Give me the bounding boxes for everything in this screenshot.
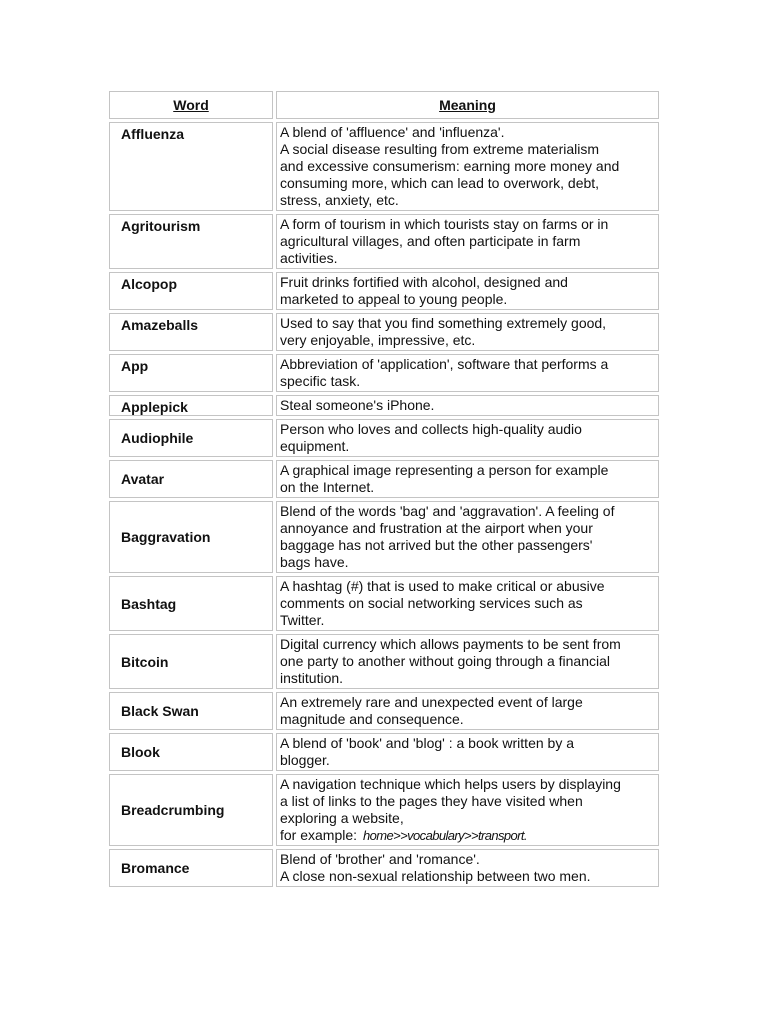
meaning-cell [276, 501, 659, 573]
meaning-cell [276, 395, 659, 416]
meaning-line [280, 192, 655, 209]
table-row [109, 849, 659, 887]
meaning-text: Steal someone's iPhone. [280, 397, 435, 413]
meaning-text: on the Internet. [280, 479, 375, 495]
meaning-text: A hashtag (#) that is used to make critical or abusive [280, 578, 605, 594]
meaning-line [280, 462, 655, 479]
meaning-text: institution. [280, 670, 344, 686]
word-cell: Bromance [109, 849, 273, 887]
meaning-line [280, 554, 655, 571]
meaning-cell [276, 419, 659, 457]
word-cell: Bitcoin [109, 634, 273, 689]
meaning-line [280, 141, 655, 158]
meaning-cell [276, 692, 659, 730]
meaning-line [280, 735, 655, 752]
word-cell: Agritourism [109, 214, 273, 269]
meaning-text: A form of tourism in which tourists stay on farms or in [280, 216, 609, 232]
meaning-line [280, 438, 655, 455]
meaning-text: A blend of 'affluence' and 'influenza'. [280, 124, 505, 140]
word-column-header: Word [109, 91, 273, 119]
word-cell: Applepick [109, 395, 273, 416]
table-row [109, 272, 659, 310]
meaning-text: Abbreviation of 'application', software that performs a [280, 356, 609, 372]
meaning-text: Used to say that you find something extremely good, [280, 315, 607, 331]
meaning-text: A blend of 'book' and 'blog' : a book written by a [280, 735, 574, 751]
word-cell: Black Swan [109, 692, 273, 730]
vocabulary-table [106, 88, 662, 890]
example-path: home>>vocabulary>>transport. [363, 828, 527, 843]
meaning-text: for example: [280, 827, 358, 843]
word-cell: Audiophile [109, 419, 273, 457]
meaning-text: Fruit drinks fortified with alcohol, designed and [280, 274, 568, 290]
meaning-line [280, 175, 655, 192]
table-row [109, 395, 659, 416]
meaning-text: one party to another without going through a financial [280, 653, 611, 669]
meaning-line [280, 537, 655, 554]
meaning-line [280, 776, 655, 793]
word-cell: Baggravation [109, 501, 273, 573]
meaning-text: activities. [280, 250, 338, 266]
meaning-line [280, 711, 655, 728]
word-cell: Breadcrumbing [109, 774, 273, 846]
meaning-cell [276, 272, 659, 310]
meaning-line [280, 827, 655, 844]
meaning-cell [276, 634, 659, 689]
word-cell: Alcopop [109, 272, 273, 310]
meaning-line [280, 373, 655, 390]
table-row [109, 634, 659, 689]
meaning-text: A close non-sexual relationship between two men. [280, 868, 591, 884]
meaning-text: comments on social networking services such as [280, 595, 583, 611]
meaning-line [280, 694, 655, 711]
meaning-cell [276, 733, 659, 771]
meaning-text: stress, anxiety, etc. [280, 192, 399, 208]
meaning-text: bags have. [280, 554, 349, 570]
meaning-text: and excessive consumerism: earning more money and [280, 158, 620, 174]
meaning-cell [276, 460, 659, 498]
table-body [109, 122, 659, 887]
meaning-text: equipment. [280, 438, 350, 454]
table-row [109, 122, 659, 211]
table-row [109, 313, 659, 351]
table-row [109, 214, 659, 269]
meaning-text: A social disease resulting from extreme materialism [280, 141, 600, 157]
meaning-line [280, 636, 655, 653]
meaning-line [280, 124, 655, 141]
meaning-cell [276, 313, 659, 351]
meaning-text: Blend of the words 'bag' and 'aggravation'. A feeling of [280, 503, 615, 519]
meaning-text: A navigation technique which helps users by displaying [280, 776, 621, 792]
meaning-line [280, 752, 655, 769]
meaning-text: Twitter. [280, 612, 325, 628]
meaning-text: baggage has not arrived but the other passengers' [280, 537, 593, 553]
meaning-cell [276, 849, 659, 887]
meaning-text: Blend of 'brother' and 'romance'. [280, 851, 480, 867]
meaning-line [280, 868, 655, 885]
word-cell: Avatar [109, 460, 273, 498]
meaning-line [280, 851, 655, 868]
meaning-text: An extremely rare and unexpected event of large [280, 694, 583, 710]
meaning-line [280, 356, 655, 373]
meaning-line [280, 274, 655, 291]
meaning-cell [276, 576, 659, 631]
meaning-line [280, 520, 655, 537]
table-row [109, 501, 659, 573]
meaning-line [280, 158, 655, 175]
meaning-text: blogger. [280, 752, 330, 768]
meaning-text: Digital currency which allows payments to be sent from [280, 636, 621, 652]
meaning-line [280, 315, 655, 332]
table-row [109, 733, 659, 771]
meaning-text: specific task. [280, 373, 361, 389]
meaning-text: A graphical image representing a person for example [280, 462, 609, 478]
word-cell: Amazeballs [109, 313, 273, 351]
meaning-line [280, 612, 655, 629]
meaning-cell [276, 214, 659, 269]
meaning-line [280, 503, 655, 520]
table-row [109, 774, 659, 846]
meaning-line [280, 578, 655, 595]
word-cell: App [109, 354, 273, 392]
meaning-line [280, 793, 655, 810]
meaning-text: exploring a website, [280, 810, 404, 826]
meaning-line [280, 421, 655, 438]
word-cell: Blook [109, 733, 273, 771]
word-cell: Affluenza [109, 122, 273, 211]
meaning-cell [276, 354, 659, 392]
meaning-line [280, 233, 655, 250]
meaning-text: very enjoyable, impressive, etc. [280, 332, 476, 348]
word-cell: Bashtag [109, 576, 273, 631]
meaning-line [280, 810, 655, 827]
meaning-line [280, 653, 655, 670]
meaning-line [280, 216, 655, 233]
meaning-text: a list of links to the pages they have visited when [280, 793, 583, 809]
meaning-text: marketed to appeal to young people. [280, 291, 508, 307]
table-row [109, 576, 659, 631]
table-row [109, 460, 659, 498]
table-row [109, 419, 659, 457]
meaning-text: consuming more, which can lead to overwork, debt, [280, 175, 600, 191]
meaning-line [280, 670, 655, 687]
meaning-line [280, 250, 655, 267]
meaning-line [280, 291, 655, 308]
table-row [109, 354, 659, 392]
meaning-line [280, 595, 655, 612]
table-row [109, 692, 659, 730]
meaning-text: agricultural villages, and often participate in farm [280, 233, 581, 249]
meaning-line [280, 332, 655, 349]
meaning-column-header: Meaning [276, 91, 659, 119]
meaning-text: magnitude and consequence. [280, 711, 464, 727]
meaning-text: annoyance and frustration at the airport when your [280, 520, 593, 536]
meaning-line [280, 397, 655, 414]
header-row [109, 91, 659, 119]
meaning-cell [276, 774, 659, 846]
meaning-cell [276, 122, 659, 211]
meaning-line [280, 479, 655, 496]
meaning-text: Person who loves and collects high-quality audio [280, 421, 582, 437]
